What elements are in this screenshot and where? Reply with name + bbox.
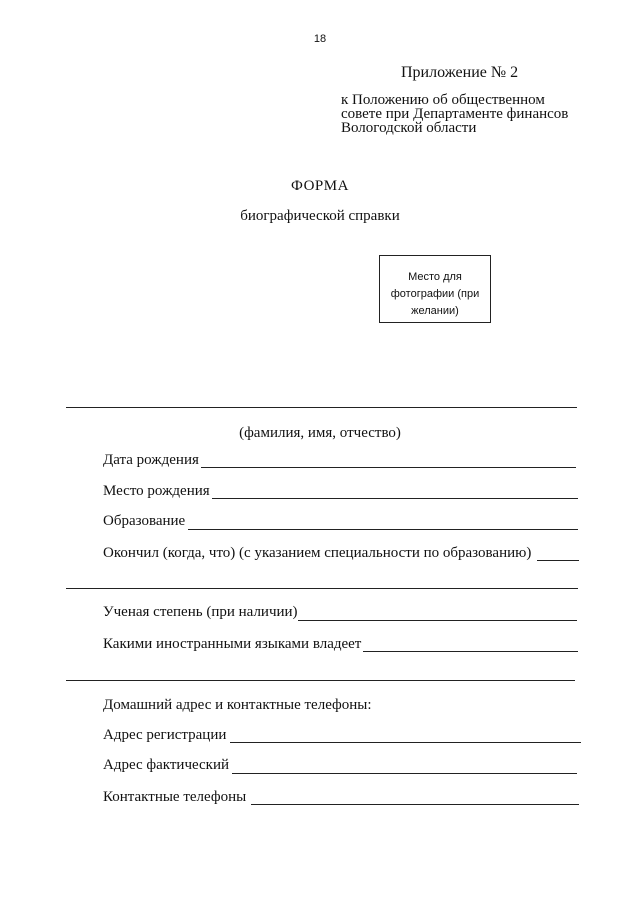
languages-label: Какими иностранными языками владеет [103,636,362,652]
form-subtitle: биографической справки [240,208,400,224]
graduated-label: Окончил (когда, что) (с указанием специальности по образованию) [103,545,532,561]
photo-placeholder-box [379,255,491,323]
page-number: 18 [313,33,327,45]
reference-line-2: совете при Департаменте финансов [341,106,569,122]
reference-line-3: Вологодской области [341,120,477,136]
photo-line-2: фотографии (при [390,288,480,300]
birth-date-line[interactable] [201,467,576,468]
phones-label: Контактные телефоны [103,789,247,805]
reg-address-line[interactable] [230,742,581,743]
graduated-continuation-line[interactable] [66,588,578,589]
reg-address-label: Адрес регистрации [103,727,227,743]
languages-line[interactable] [363,651,578,652]
education-label: Образование [103,513,186,529]
education-line[interactable] [188,529,578,530]
birth-date-label: Дата рождения [103,452,199,468]
birth-place-label: Место рождения [103,483,210,499]
birth-place-line[interactable] [212,498,578,499]
photo-placeholder-text [380,269,490,320]
actual-address-label: Адрес фактический [103,757,230,773]
degree-line[interactable] [298,620,577,621]
phones-line[interactable] [251,804,579,805]
reference-line-1: к Положению об общественном [341,92,545,108]
appendix-reference [341,93,568,135]
graduated-line[interactable] [537,560,579,561]
degree-label: Ученая степень (при наличии) [103,604,298,620]
contacts-heading: Домашний адрес и контактные телефоны: [103,697,372,713]
photo-line-3: желании) [411,305,459,317]
actual-address-line[interactable] [232,773,577,774]
full-name-line[interactable] [66,407,577,408]
form-title: ФОРМА [291,178,349,194]
languages-continuation-line[interactable] [66,680,575,681]
appendix-title: Приложение № 2 [401,64,519,81]
full-name-caption: (фамилия, имя, отчество) [239,425,401,441]
photo-line-1: Место для [408,271,462,283]
